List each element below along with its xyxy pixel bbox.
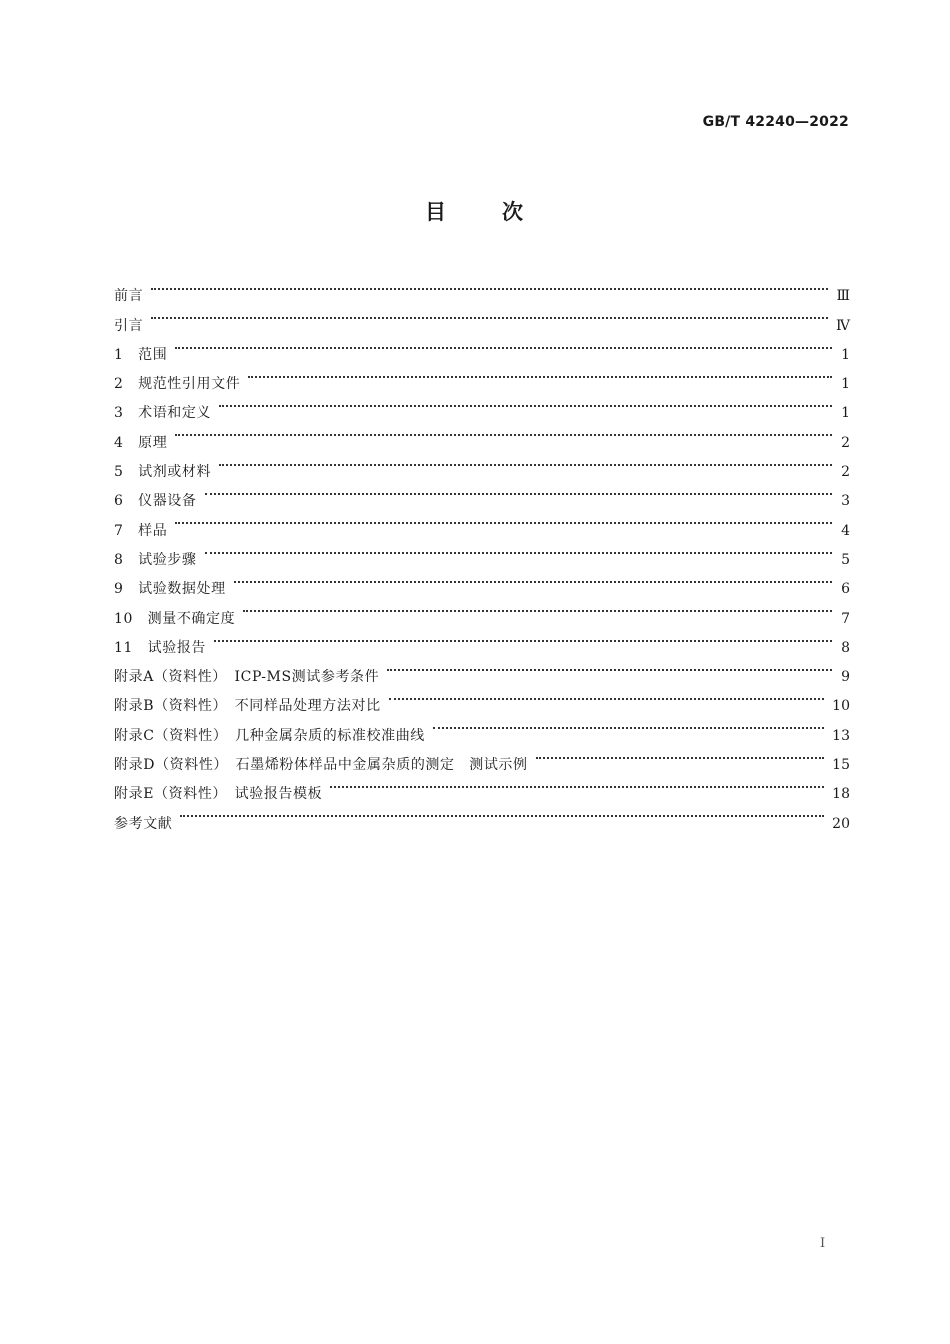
toc-entry-title: 5 试剂或材料	[114, 464, 212, 481]
toc-leader-dots	[205, 476, 832, 505]
standard-number: GB/T 42240—2022	[702, 114, 849, 130]
toc-leader-dots	[234, 564, 832, 593]
toc-entry-title: 3 术语和定义	[114, 405, 212, 422]
toc-leader-dots	[433, 710, 824, 739]
toc-page-number: 6	[841, 581, 850, 598]
toc-entry-title: 1 范围	[114, 346, 168, 363]
toc-leader-dots	[219, 388, 832, 417]
toc-page-number: 13	[832, 727, 850, 744]
toc-entry-scope[interactable]	[114, 330, 850, 363]
toc-page-number: 1	[841, 376, 850, 393]
toc-entry-title: 附录E（资料性） 试验报告模板	[114, 786, 323, 803]
toc-entry-bibliography[interactable]	[114, 798, 850, 832]
toc-entry-title: 2 规范性引用文件	[114, 376, 241, 393]
toc-leader-dots	[180, 798, 824, 827]
toc-page-number: 10	[832, 698, 850, 715]
toc-entry-title: 11 试验报告	[114, 639, 207, 656]
page-number: Ⅰ	[820, 1236, 826, 1251]
toc-entry-principle[interactable]	[114, 417, 850, 451]
toc-entry-annex-a[interactable]	[114, 652, 850, 686]
title-char-2: 次	[502, 200, 525, 224]
toc-leader-dots	[175, 417, 832, 446]
toc-entry-data-processing[interactable]	[114, 564, 850, 598]
toc-entry-title: 附录D（资料性） 石墨烯粉体样品中金属杂质的测定 测试示例	[114, 757, 528, 774]
toc-entry-title: 7 样品	[114, 522, 168, 539]
toc-page-number: 18	[832, 786, 850, 803]
toc-entry-title: 8 试验步骤	[114, 551, 197, 568]
toc-page-number: 8	[841, 639, 850, 656]
toc-page-number: 4	[841, 522, 850, 539]
toc-entry-foreword[interactable]	[114, 271, 850, 305]
toc-entry-title: 10 测量不确定度	[114, 610, 236, 627]
toc-entry-terms[interactable]	[114, 388, 850, 422]
toc-entry-title: 前言	[114, 288, 144, 305]
toc-entry-procedure[interactable]	[114, 535, 850, 568]
toc-leader-dots	[243, 593, 832, 622]
toc-entry-title: 附录A（资料性） ICP-MS测试参考条件	[114, 669, 380, 686]
toc-entry-title: 附录B（资料性） 不同样品处理方法对比	[114, 698, 381, 715]
toc-page-number: 7	[841, 610, 850, 627]
toc-page-number: 1	[841, 346, 850, 363]
title-char-1: 目	[425, 200, 448, 224]
toc-page-number: 3	[841, 493, 850, 510]
toc-page-number: 5	[841, 551, 850, 568]
toc-entry-introduction[interactable]	[114, 300, 850, 334]
toc-leader-dots	[536, 740, 825, 769]
toc-entry-title: 4 原理	[114, 434, 168, 451]
toc-entry-title: 参考文献	[114, 815, 173, 832]
toc-entry-samples[interactable]	[114, 505, 850, 539]
toc-leader-dots	[205, 535, 832, 564]
toc-entry-test-report[interactable]	[114, 623, 850, 656]
toc-entry-normative-references[interactable]	[114, 359, 850, 393]
toc-page-number: 15	[832, 757, 850, 774]
toc-entry-title: 6 仪器设备	[114, 493, 197, 510]
toc-leader-dots	[389, 681, 824, 710]
toc-leader-dots	[248, 359, 832, 388]
page-title	[0, 196, 950, 226]
toc-page-number: 1	[841, 405, 850, 422]
toc-entry-apparatus[interactable]	[114, 476, 850, 510]
toc-page-number: 9	[841, 669, 850, 686]
toc-leader-dots	[151, 271, 828, 300]
toc-entry-title: 引言	[114, 317, 144, 334]
toc-page-number: 20	[832, 815, 850, 832]
toc-entry-reagents[interactable]	[114, 447, 850, 481]
toc-leader-dots	[175, 505, 832, 534]
toc-entry-title: 9 试验数据处理	[114, 581, 226, 598]
toc-page-number: 2	[841, 464, 850, 481]
toc-page-number: 2	[841, 434, 850, 451]
toc-page-number: Ⅲ	[836, 288, 850, 305]
toc-leader-dots	[175, 330, 832, 359]
toc-page-number: Ⅳ	[836, 317, 850, 334]
toc-leader-dots	[387, 652, 832, 681]
toc-leader-dots	[219, 447, 832, 476]
toc-entry-title: 附录C（资料性） 几种金属杂质的标准校准曲线	[114, 727, 425, 744]
toc-leader-dots	[151, 300, 828, 329]
toc-leader-dots	[214, 623, 832, 652]
table-of-contents	[114, 271, 850, 832]
toc-leader-dots	[330, 769, 824, 798]
